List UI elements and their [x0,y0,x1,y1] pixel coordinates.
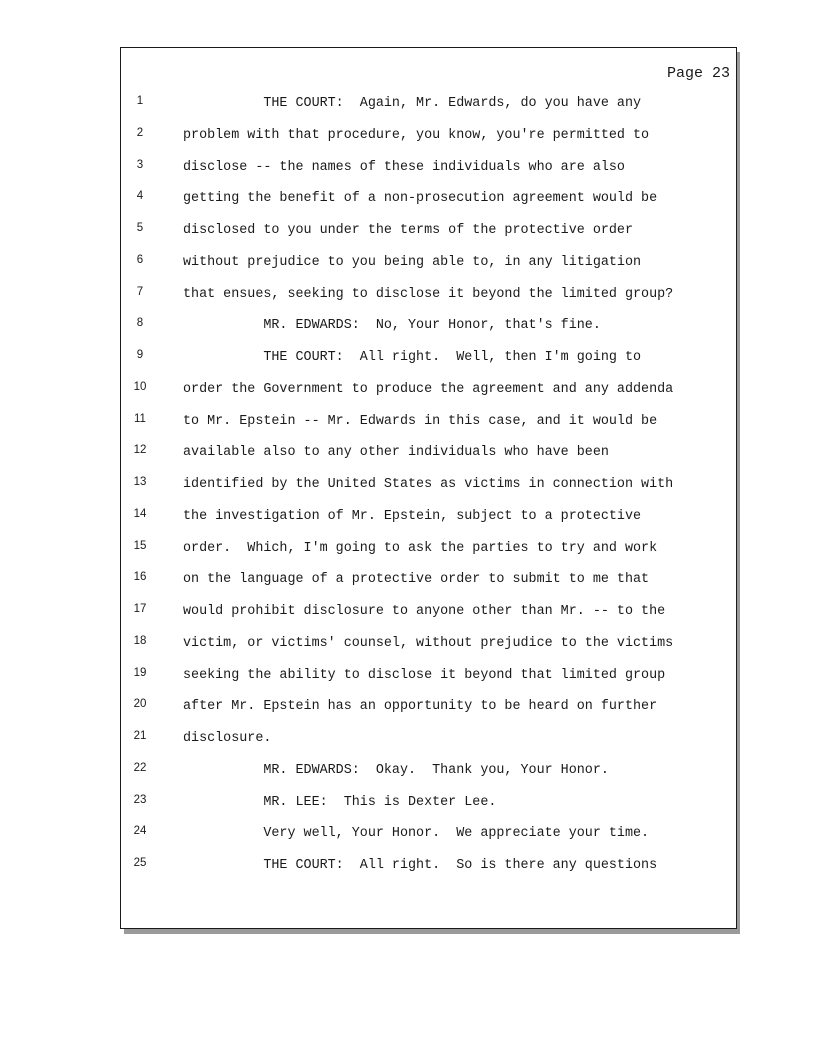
line-text: getting the benefit of a non-prosecution agreement would be [183,191,658,207]
line-text: order. Which, I'm going to ask the parties to try and work [183,540,658,556]
line-number: 13 [133,476,147,488]
transcript-line [0,247,816,279]
transcript-line [0,628,816,660]
line-number: 12 [133,444,147,457]
line-text: order the Government to produce the agreement and any addenda [183,381,674,397]
line-text: MR. LEE: This is Dexter Lee. [183,794,497,810]
line-text: THE COURT: All right. Well, then I'm going to [183,350,642,365]
line-number: 19 [133,666,147,679]
line-text: MR. EDWARDS: Okay. Thank you, Your Honor. [183,762,609,778]
transcript-line [0,120,816,152]
transcript-line [0,152,816,184]
line-number: 8 [136,317,144,330]
line-text: Very well, Your Honor. We appreciate your time. [183,826,650,842]
line-text: available also to any other individuals who have been [183,445,609,461]
transcript-line [0,787,816,819]
transcript-line [0,88,816,120]
line-number: 1 [136,95,144,107]
line-text: to Mr. Epstein -- Mr. Edwards in this case, and it would be [183,413,658,429]
line-number: 11 [134,412,146,425]
transcript-line [0,818,816,850]
transcript-line [0,596,816,628]
line-number: 3 [136,158,144,171]
line-text: seeking the ability to disclose it beyond that limited group [183,667,666,683]
transcript-line [0,183,816,215]
line-text: victim, or victims' counsel, without prejudice to the victims [183,635,674,651]
page-number: Page 23 [666,65,730,82]
line-text: disclose -- the names of these individuals who are also [183,159,625,175]
transcript-line [0,501,816,533]
transcript-line [0,533,816,565]
transcript-line [0,755,816,787]
transcript-line [0,437,816,469]
line-text: on the language of a protective order to submit to me that [183,572,650,588]
line-number: 22 [133,761,147,774]
transcript-line [0,215,816,247]
line-text: without prejudice to you being able to, in any litigation [183,254,642,270]
line-text: identified by the United States as victims in connection with [183,477,674,492]
line-number: 16 [133,571,147,584]
transcript-line [0,660,816,692]
line-text: after Mr. Epstein has an opportunity to be heard on further [183,699,658,715]
line-number: 20 [133,698,147,711]
transcript-body [0,88,816,882]
line-number: 21 [133,730,147,742]
transcript-line [0,564,816,596]
line-number: 7 [136,285,144,298]
line-text: disclosed to you under the terms of the protective order [183,223,633,238]
line-text: that ensues, seeking to disclose it beyond the limited group? [183,286,674,302]
line-number: 25 [133,857,147,869]
line-text: problem with that procedure, you know, you're permitted to [183,127,650,143]
line-number: 17 [133,603,147,615]
transcript-line [0,374,816,406]
transcript-line [0,279,816,311]
line-number: 5 [136,222,144,234]
line-number: 2 [136,126,144,139]
line-text: MR. EDWARDS: No, Your Honor, that's fine. [183,318,601,334]
line-number: 15 [133,539,147,552]
transcript-line [0,723,816,755]
line-number: 10 [133,380,147,393]
line-number: 9 [136,349,144,361]
line-text: THE COURT: All right. So is there any questions [183,858,658,873]
line-number: 6 [136,253,144,266]
line-text: THE COURT: Again, Mr. Edwards, do you have any [183,96,642,111]
transcript-line [0,469,816,501]
transcript-line [0,342,816,374]
line-number: 14 [133,507,147,520]
line-text: the investigation of Mr. Epstein, subject to a protective [183,508,642,524]
line-number: 4 [136,190,144,203]
transcript-line [0,850,816,882]
line-text: would prohibit disclosure to anyone other than Mr. -- to the [183,604,666,619]
line-number: 18 [133,634,147,647]
line-number: 24 [133,825,147,838]
transcript-line [0,310,816,342]
transcript-line [0,691,816,723]
line-number: 23 [133,793,147,806]
transcript-line [0,406,816,438]
line-text: disclosure. [183,731,272,746]
